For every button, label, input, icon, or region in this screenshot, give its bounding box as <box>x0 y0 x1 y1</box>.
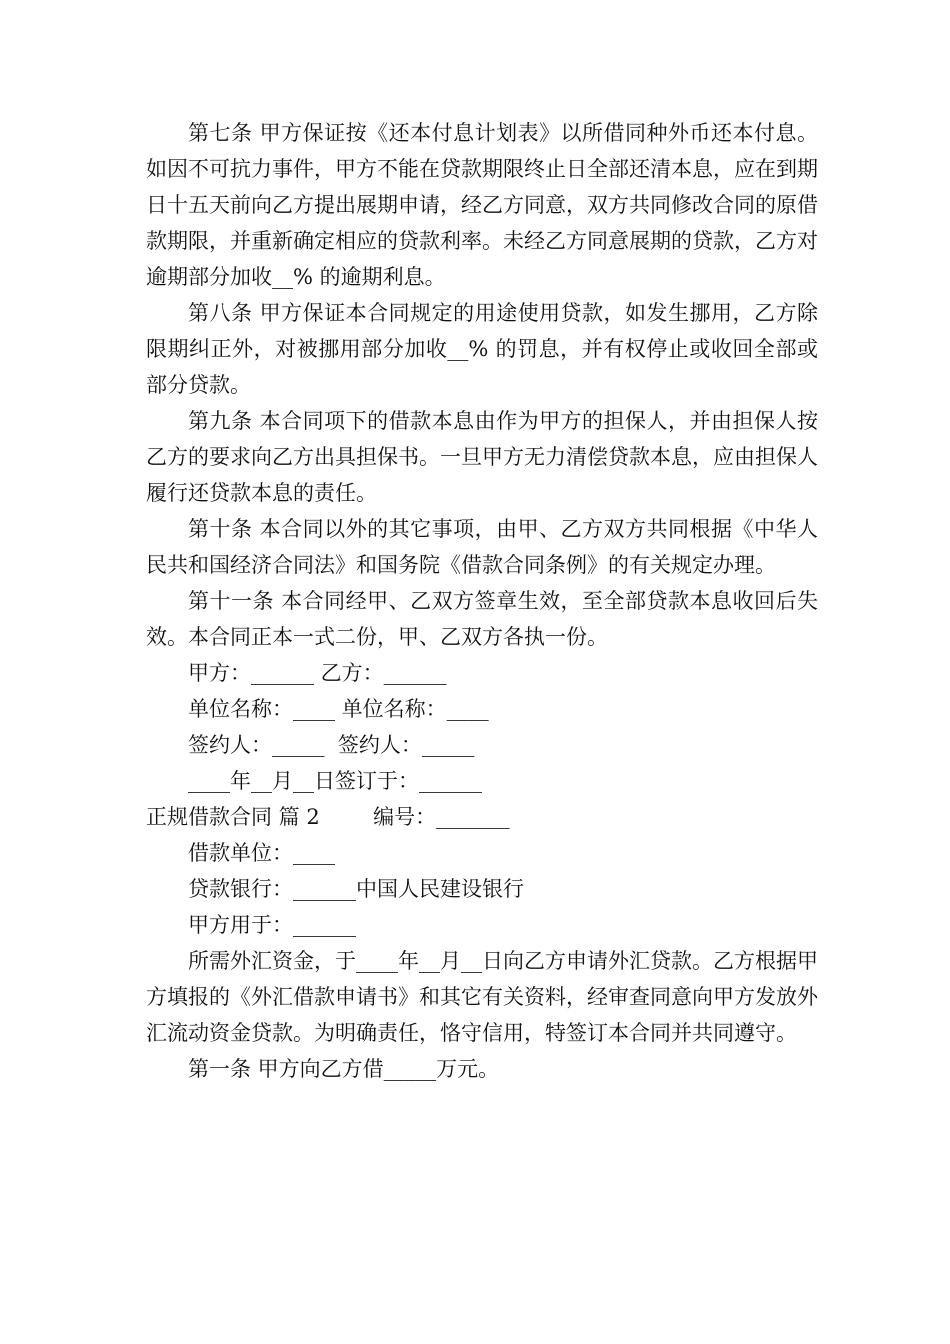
article-1: 第一条 甲方向乙方借_____万元。 <box>188 1057 500 1081</box>
article-7: 第七条 甲方保证按《还本付息计划表》以所借同种外币还本付息。如因不可抗力事件，甲方不能在贷款期限终止日全部还清本息，应在到期日十五天前向乙方提出展期申请，经乙方同意，双方共同修改合同的原借款期限，并重新确定相应的贷款利率。未经乙方同意展期的贷款，乙方对逾期部分加收__% 的逾期利息。 <box>146 121 818 289</box>
article-10: 第十条 本合同以外的其它事项，由甲、乙方双方共同根据《中华人民共和国经济合同法》和国务院《借款合同条例》的有关规定办理。 <box>146 517 818 577</box>
contract-2-intro: 所需外汇资金，于____年__月__日向乙方申请外汇贷款。乙方根据甲方填报的《外汇借款申请书》和其它有关资料，经审查同意向甲方发放外汇流动资金贷款。为明确责任，恪守信用，特签订本合同并共同遵守。 <box>146 949 818 1045</box>
signer-line: 签约人：_____ 签约人：_____ <box>188 733 475 757</box>
article-9: 第九条 本合同项下的借款本息由作为甲方的担保人，并由担保人按乙方的要求向乙方出具担保书。一旦甲方无力清偿贷款本息，应由担保人履行还贷款本息的责任。 <box>146 409 818 505</box>
document-page <box>146 115 818 1087</box>
article-8: 第八条 甲方保证本合同规定的用途使用贷款，如发生挪用，乙方除限期纠正外，对被挪用部分加收__% 的罚息，并有权停止或收回全部或部分贷款。 <box>146 301 818 397</box>
signing-date-line: ____年__月__日签订于：______ <box>188 769 482 793</box>
borrower-line: 借款单位：____ <box>188 841 335 865</box>
unit-name-line: 单位名称：____ 单位名称：____ <box>188 697 489 721</box>
purpose-line: 甲方用于：______ <box>188 913 356 937</box>
article-11: 第十一条 本合同经甲、乙双方签章生效，至全部贷款本息收回后失效。本合同正本一式二份，甲、乙双方各执一份。 <box>146 589 818 649</box>
lending-bank-line: 贷款银行：______中国人民建设银行 <box>188 877 524 901</box>
party-line: 甲方：______ 乙方：______ <box>188 661 447 685</box>
contract-2-heading: 正规借款合同 篇 2 编号：_______ <box>146 805 510 829</box>
